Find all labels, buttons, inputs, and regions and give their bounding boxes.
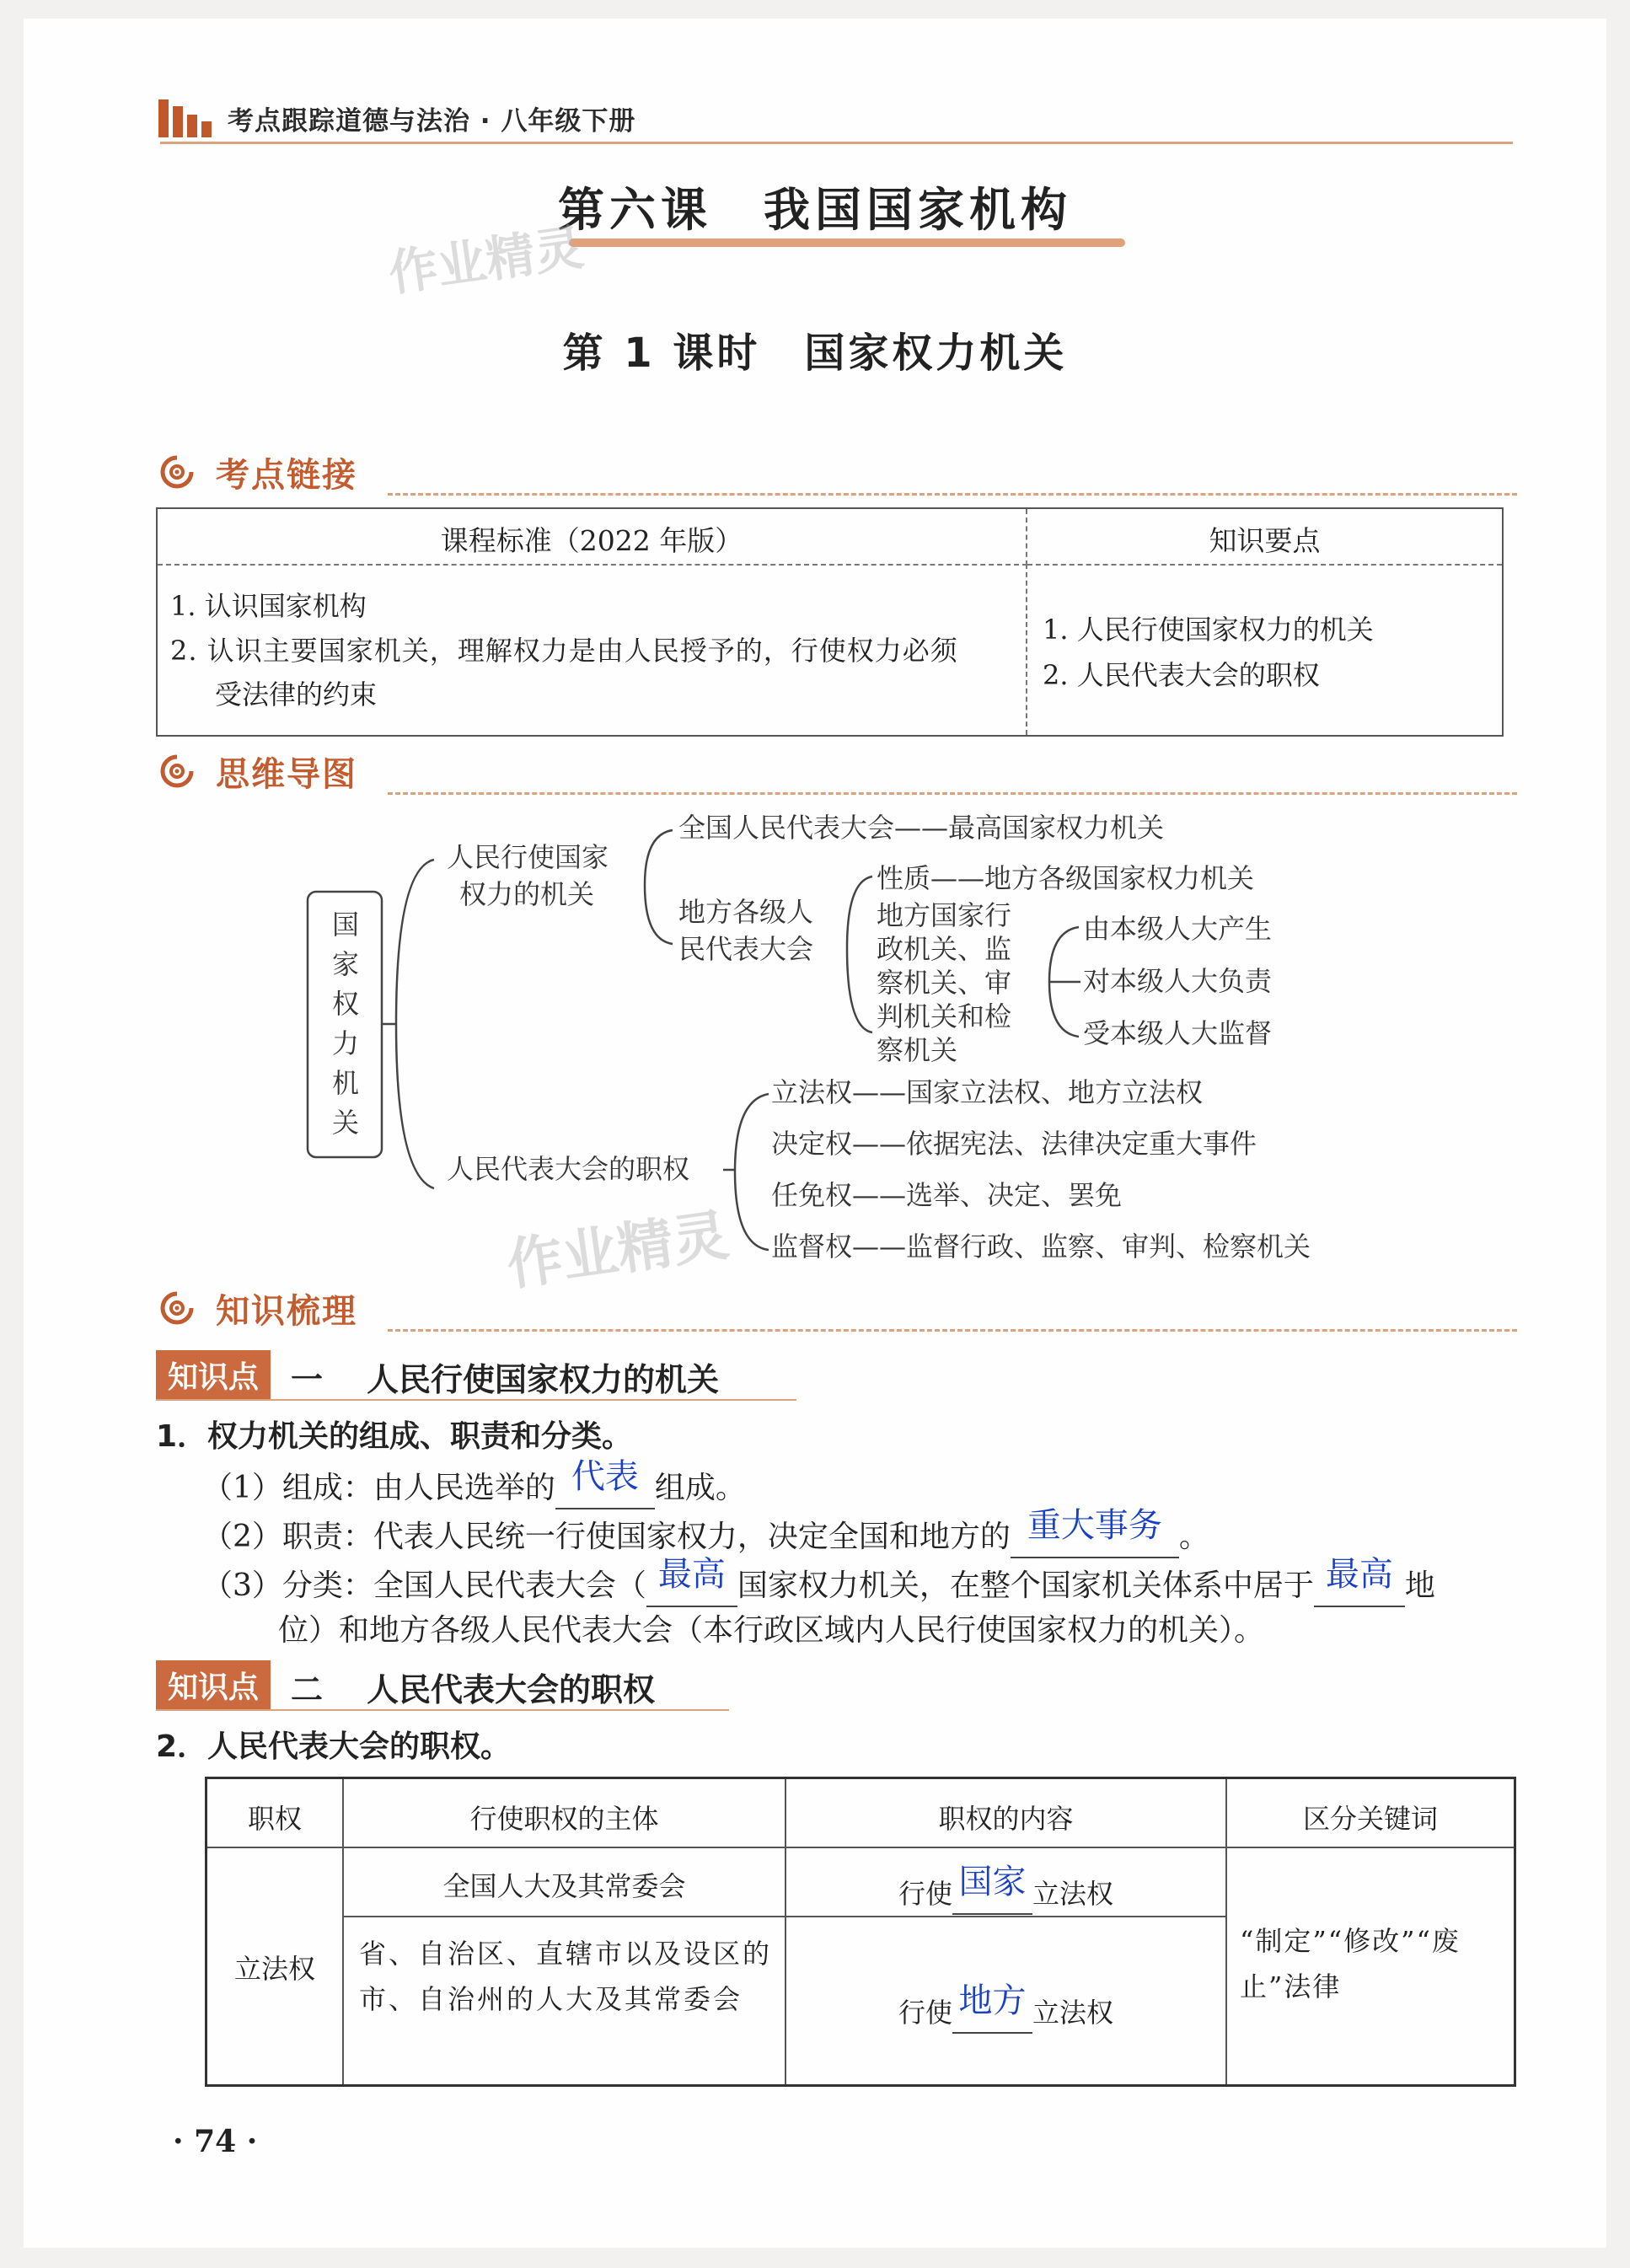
section-title-knowledge: 知识梳理	[216, 1292, 357, 1331]
mindmap-root-char: 力	[331, 1027, 360, 1059]
table-cell-subject: 省、自治区、直辖市以及设区的市、自治州的人大及其常委会	[359, 1938, 773, 2015]
section-title-mindmap: 思维导图	[216, 755, 357, 794]
knowledge-item: 2. 人民代表大会的职权	[1043, 659, 1320, 691]
mindmap-root-char: 关	[331, 1107, 360, 1139]
mindmap-connector	[396, 860, 434, 1188]
mindmap-node: 对本级人大负责	[1083, 965, 1273, 997]
mindmap-root-char: 机	[331, 1067, 360, 1099]
section-title-links: 考点链接	[216, 456, 357, 495]
answer-text: 国家	[958, 1863, 1027, 1901]
answer-text: 重大事务	[1027, 1506, 1162, 1545]
item-heading: 2．人民代表大会的职权。	[156, 1729, 512, 1764]
item-heading: 1．权力机关的组成、职责和分类。	[156, 1419, 633, 1454]
answer-text: 代表	[571, 1457, 639, 1496]
section-divider	[388, 1329, 1517, 1332]
mindmap-root-char: 国	[331, 909, 360, 941]
watermark: 作业精灵	[502, 1202, 732, 1298]
answer-blank	[1314, 1555, 1405, 1607]
mindmap-node: 监督权——监督行政、监察、审判、检察机关	[771, 1231, 1311, 1263]
knowledge-point-number: 二	[291, 1671, 324, 1708]
mindmap-node: 地方国家行	[877, 899, 1012, 931]
table-cell-content: 行使 国家 立法权	[786, 1865, 1225, 1915]
knowledge-point-rule	[156, 1399, 796, 1401]
standard-item: 2. 认识主要国家机关，理解权力是由人民授予的，行使权力必须	[170, 635, 958, 667]
knowledge-point-tag: 知识点	[156, 1350, 271, 1400]
mindmap-branch1: 人民行使国家	[447, 841, 609, 873]
mindmap-branch2: 人民代表大会的职权	[447, 1153, 690, 1185]
page-number: · 74 ·	[173, 2124, 258, 2159]
mindmap-node: 受本级人大监督	[1083, 1017, 1273, 1049]
answer-blank	[952, 1981, 1032, 2034]
knowledge-point-rule	[156, 1709, 729, 1711]
mindmap-connector	[645, 830, 673, 944]
mindmap-node: 任免权——选举、决定、罢免	[771, 1179, 1123, 1211]
item-line: 位）和地方各级人民代表大会（本行政区域内人民行使国家权力的机关）。	[278, 1613, 1265, 1648]
standards-col1-header: 课程标准（2022 年版）	[440, 524, 743, 557]
answer-blank	[646, 1555, 737, 1607]
knowledge-item: 1. 人民行使国家权力的机关	[1043, 614, 1374, 646]
table-cell-keywords: “制定”“修改”“废止”法律	[1240, 1925, 1461, 2003]
standard-item: 受法律的约束	[215, 678, 378, 710]
lesson-title: 第六课 我国国家机构	[557, 183, 1072, 237]
mindmap-node: 察机关、审	[877, 967, 1012, 999]
answer-blank	[952, 1865, 1032, 1915]
period-title: 第 1 课时 国家权力机关	[562, 330, 1068, 377]
mindmap-node: 政机关、监	[877, 933, 1012, 965]
answer-blank	[1011, 1506, 1179, 1558]
mindmap-node: 地方各级人	[678, 896, 814, 928]
table-header: 行使职权的主体	[469, 1803, 659, 1835]
mindmap-node: 全国人民代表大会——最高国家权力机关	[678, 812, 1165, 844]
table-cell-subject: 全国人大及其常委会	[442, 1870, 686, 1902]
item-line: （1）组成：由人民选举的 代表 组成。	[202, 1460, 746, 1509]
knowledge-point-title: 人民行使国家权力的机关	[367, 1361, 720, 1398]
mindmap-root-char: 权	[331, 988, 360, 1020]
mindmap-node: 由本级人大产生	[1083, 913, 1273, 945]
mindmap-node: 察机关	[877, 1034, 958, 1066]
knowledge-point-title: 人民代表大会的职权	[367, 1671, 656, 1708]
answer-text: 最高	[657, 1555, 726, 1594]
watermark: 作业精灵	[385, 218, 587, 303]
item-line: （3）分类：全国人民代表大会（ 最高 国家权力机关，在整个国家机关体系中居于 最高 地	[202, 1558, 1435, 1607]
table-header: 职权的内容	[938, 1803, 1074, 1835]
table-cell-content: 行使 地方 立法权	[786, 1984, 1225, 2034]
mindmap-root-char: 家	[331, 948, 360, 980]
table-cell-power: 立法权	[233, 1953, 315, 1985]
mindmap-node: 民代表大会	[678, 933, 814, 965]
mindmap-branch1: 权力的机关	[459, 878, 595, 910]
mindmap-connector	[735, 1094, 769, 1250]
powers-table	[205, 1777, 1516, 2087]
standards-col2-header: 知识要点	[1209, 524, 1321, 557]
item-line: （2）职责：代表人民统一行使国家权力，决定全国和地方的 重大事务 。	[202, 1509, 1209, 1558]
answer-text: 地方	[958, 1981, 1027, 2020]
table-header: 区分关键词	[1302, 1803, 1438, 1835]
mindmap-node: 立法权——国家立法权、地方立法权	[771, 1076, 1204, 1108]
standard-item: 1. 认识国家机构	[170, 590, 367, 622]
knowledge-point-tag: 知识点	[156, 1660, 271, 1710]
answer-text: 最高	[1325, 1555, 1393, 1594]
knowledge-point-number: 一	[291, 1361, 324, 1398]
mindmap-connector	[847, 877, 872, 1032]
mindmap-node: 决定权——依据宪法、法律决定重大事件	[771, 1128, 1257, 1160]
mindmap-node: 性质——地方各级国家权力机关	[877, 862, 1255, 894]
table-header: 职权	[247, 1803, 302, 1835]
target-icon	[157, 1289, 194, 1327]
answer-blank	[555, 1457, 655, 1509]
running-title: 考点跟踪道德与法治 · 八年级下册	[228, 106, 636, 137]
mindmap-node: 判机关和检	[877, 1000, 1012, 1032]
